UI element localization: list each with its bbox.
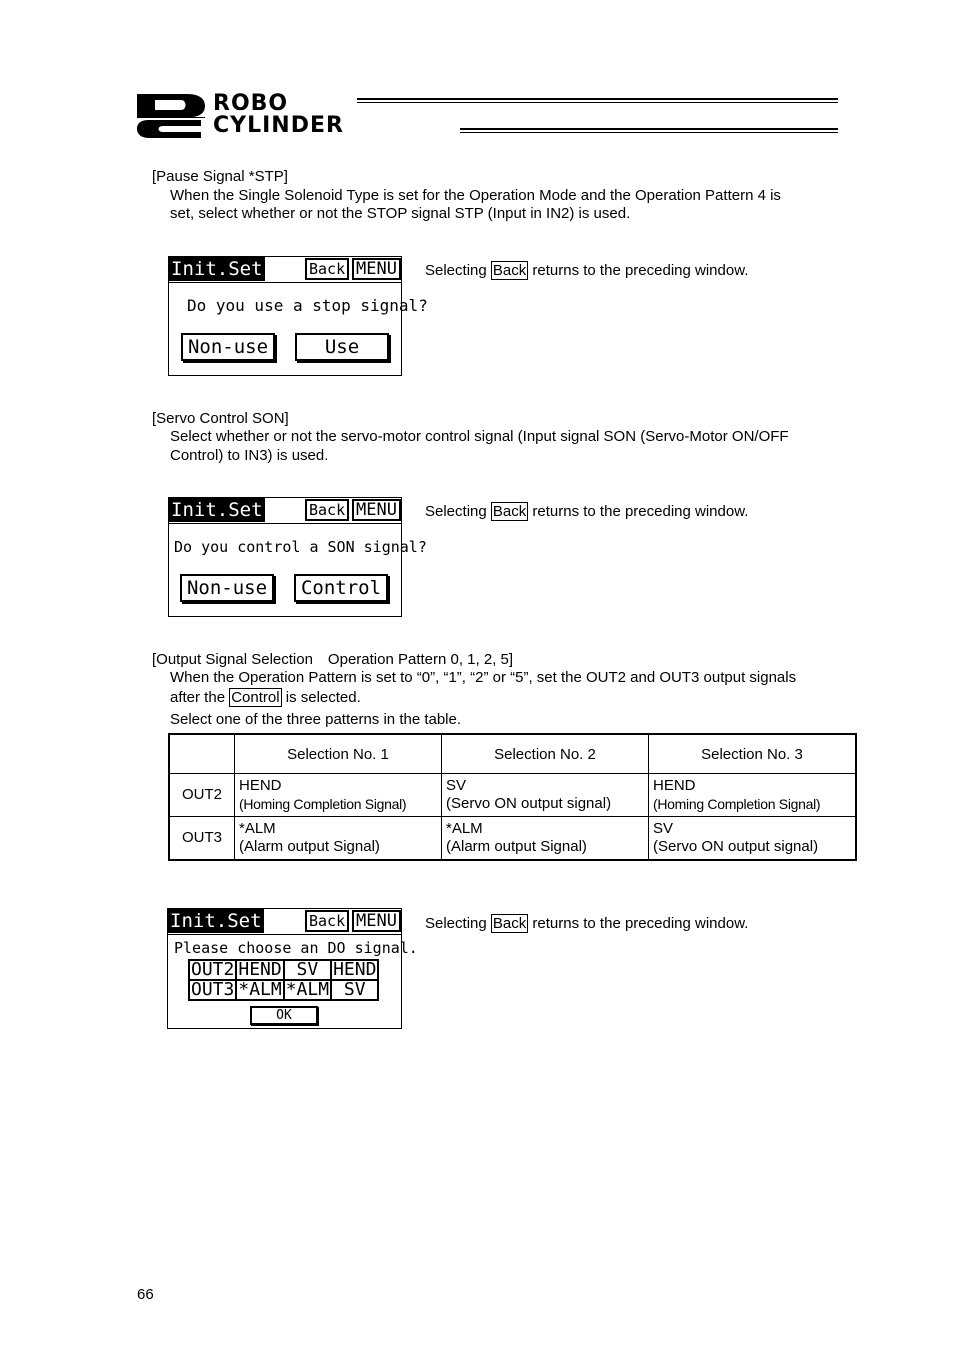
pause-body-line2: set, select whether or not the STOP signal STP (Input in IN2) is used. <box>170 205 631 222</box>
grid-label: OUT3 <box>191 979 235 1000</box>
control-button[interactable]: Control <box>294 574 388 602</box>
grid-row-out2 <box>189 960 378 980</box>
logo-rule-bottom <box>460 128 838 133</box>
table-cell <box>442 774 649 817</box>
lcd-menu-button[interactable]: MENU <box>352 499 401 521</box>
cell-signal: HEND <box>653 777 696 794</box>
rc-logo-mark <box>135 92 209 140</box>
output-selection-table <box>168 733 857 861</box>
lcd-question: Please choose an DO signal. <box>174 939 418 957</box>
grid-option[interactable]: SV <box>331 980 378 1000</box>
note-text-post: returns to the preceding window. <box>528 915 749 932</box>
robo-cylinder-logo <box>135 92 840 140</box>
note-text-pre: Selecting <box>425 915 491 932</box>
body-text-post: is selected. <box>281 689 361 706</box>
grid-option[interactable]: *ALM <box>285 979 330 1000</box>
cell-description: (Homing Completion Signal) <box>653 796 821 812</box>
servo-body-line1: Select whether or not the servo-motor control signal (Input signal SON (Servo-Motor ON/OFF <box>170 428 789 445</box>
logo-word-cylinder: CYLINDER <box>213 113 344 138</box>
note-back-key: Back <box>492 503 527 520</box>
grid-option[interactable]: HEND <box>333 959 377 980</box>
note-back-key: Back <box>492 915 527 932</box>
servo-body-line2: Control) to IN3) is used. <box>170 447 329 464</box>
cell-description: (Servo ON output signal) <box>653 838 819 855</box>
lcd-divider <box>169 282 401 283</box>
output-back-note <box>425 914 748 933</box>
table-cell <box>649 774 857 817</box>
lcd-title: Init.Set <box>171 499 263 521</box>
cell-description: (Homing Completion Signal) <box>239 796 407 812</box>
non-use-button[interactable]: Non-use <box>181 333 275 361</box>
servo-heading: [Servo Control SON] <box>152 410 289 427</box>
table-cell <box>649 817 857 860</box>
table-cell <box>235 817 442 860</box>
pause-body-line1: When the Single Solenoid Type is set for the Operation Mode and the Operation Pattern 4 is <box>170 187 781 204</box>
lcd-divider <box>169 523 401 524</box>
pause-back-note <box>425 261 748 280</box>
output-body-line1: When the Operation Pattern is set to “0”, “1”, “2” or “5”, set the OUT2 and OUT3 output signals <box>170 669 797 686</box>
lcd-title: Init.Set <box>171 258 263 280</box>
logo-rule-top <box>357 98 838 103</box>
note-text-pre: Selecting <box>425 503 491 520</box>
cell-signal: SV <box>653 820 674 837</box>
control-key: Control <box>231 689 280 706</box>
lcd-question: Do you control a SON signal? <box>174 538 427 556</box>
table-header-cell: Selection No. 3 <box>649 734 857 774</box>
note-back-key: Back <box>492 262 527 279</box>
lcd-divider <box>168 934 401 935</box>
servo-back-note <box>425 502 748 521</box>
lcd-back-button[interactable]: Back <box>305 910 349 932</box>
output-heading: [Output Signal Selection Operation Pattern 0, 1, 2, 5] <box>152 651 514 668</box>
lcd-question: Do you use a stop signal? <box>187 296 428 315</box>
logo-word-robo: ROBO <box>213 91 289 116</box>
table-header-cell: Selection No. 2 <box>442 734 649 774</box>
cell-signal: *ALM <box>239 820 276 837</box>
cell-signal: *ALM <box>446 820 483 837</box>
output-lcd-screen <box>167 908 418 1029</box>
table-header-cell: Selection No. 1 <box>235 734 442 774</box>
table-cell <box>235 774 442 817</box>
lcd-title: Init.Set <box>170 910 262 932</box>
table-row <box>169 817 856 860</box>
output-body-line2 <box>170 688 361 707</box>
cell-description: (Alarm output Signal) <box>239 838 380 855</box>
note-text-pre: Selecting <box>425 262 491 279</box>
row-label-out3: OUT3 <box>169 817 235 860</box>
cell-signal: SV <box>446 777 467 794</box>
pause-lcd-screen <box>168 256 428 376</box>
page-number: 66 <box>137 1286 154 1303</box>
pause-heading: [Pause Signal *STP] <box>152 168 288 185</box>
lcd-back-button[interactable]: Back <box>305 499 349 521</box>
table-header-row <box>169 734 856 774</box>
grid-row-out3 <box>189 980 378 1000</box>
servo-lcd-screen <box>168 497 427 617</box>
grid-option[interactable]: *ALM <box>238 979 282 1000</box>
lcd-menu-button[interactable]: MENU <box>352 910 401 932</box>
cell-signal: HEND <box>239 777 282 794</box>
non-use-button[interactable]: Non-use <box>180 574 274 602</box>
note-text-post: returns to the preceding window. <box>528 503 749 520</box>
cell-description: (Servo ON output signal) <box>446 795 612 812</box>
lcd-menu-button[interactable]: MENU <box>352 258 401 280</box>
lcd-back-button[interactable]: Back <box>305 258 349 280</box>
body-text-pre: after the <box>170 689 230 706</box>
use-button[interactable]: Use <box>295 333 389 361</box>
table-row <box>169 774 856 817</box>
grid-label: OUT2 <box>191 959 235 980</box>
table-cell <box>442 817 649 860</box>
table-header-cell <box>169 734 235 774</box>
grid-option[interactable]: HEND <box>238 959 282 980</box>
cell-description: (Alarm output Signal) <box>446 838 587 855</box>
row-label-out2: OUT2 <box>169 774 235 817</box>
ok-button[interactable]: OK <box>250 1006 318 1025</box>
grid-option[interactable]: SV <box>284 960 331 980</box>
output-body-line3: Select one of the three patterns in the table. <box>170 711 462 728</box>
note-text-post: returns to the preceding window. <box>528 262 749 279</box>
do-signal-grid <box>188 959 379 1001</box>
